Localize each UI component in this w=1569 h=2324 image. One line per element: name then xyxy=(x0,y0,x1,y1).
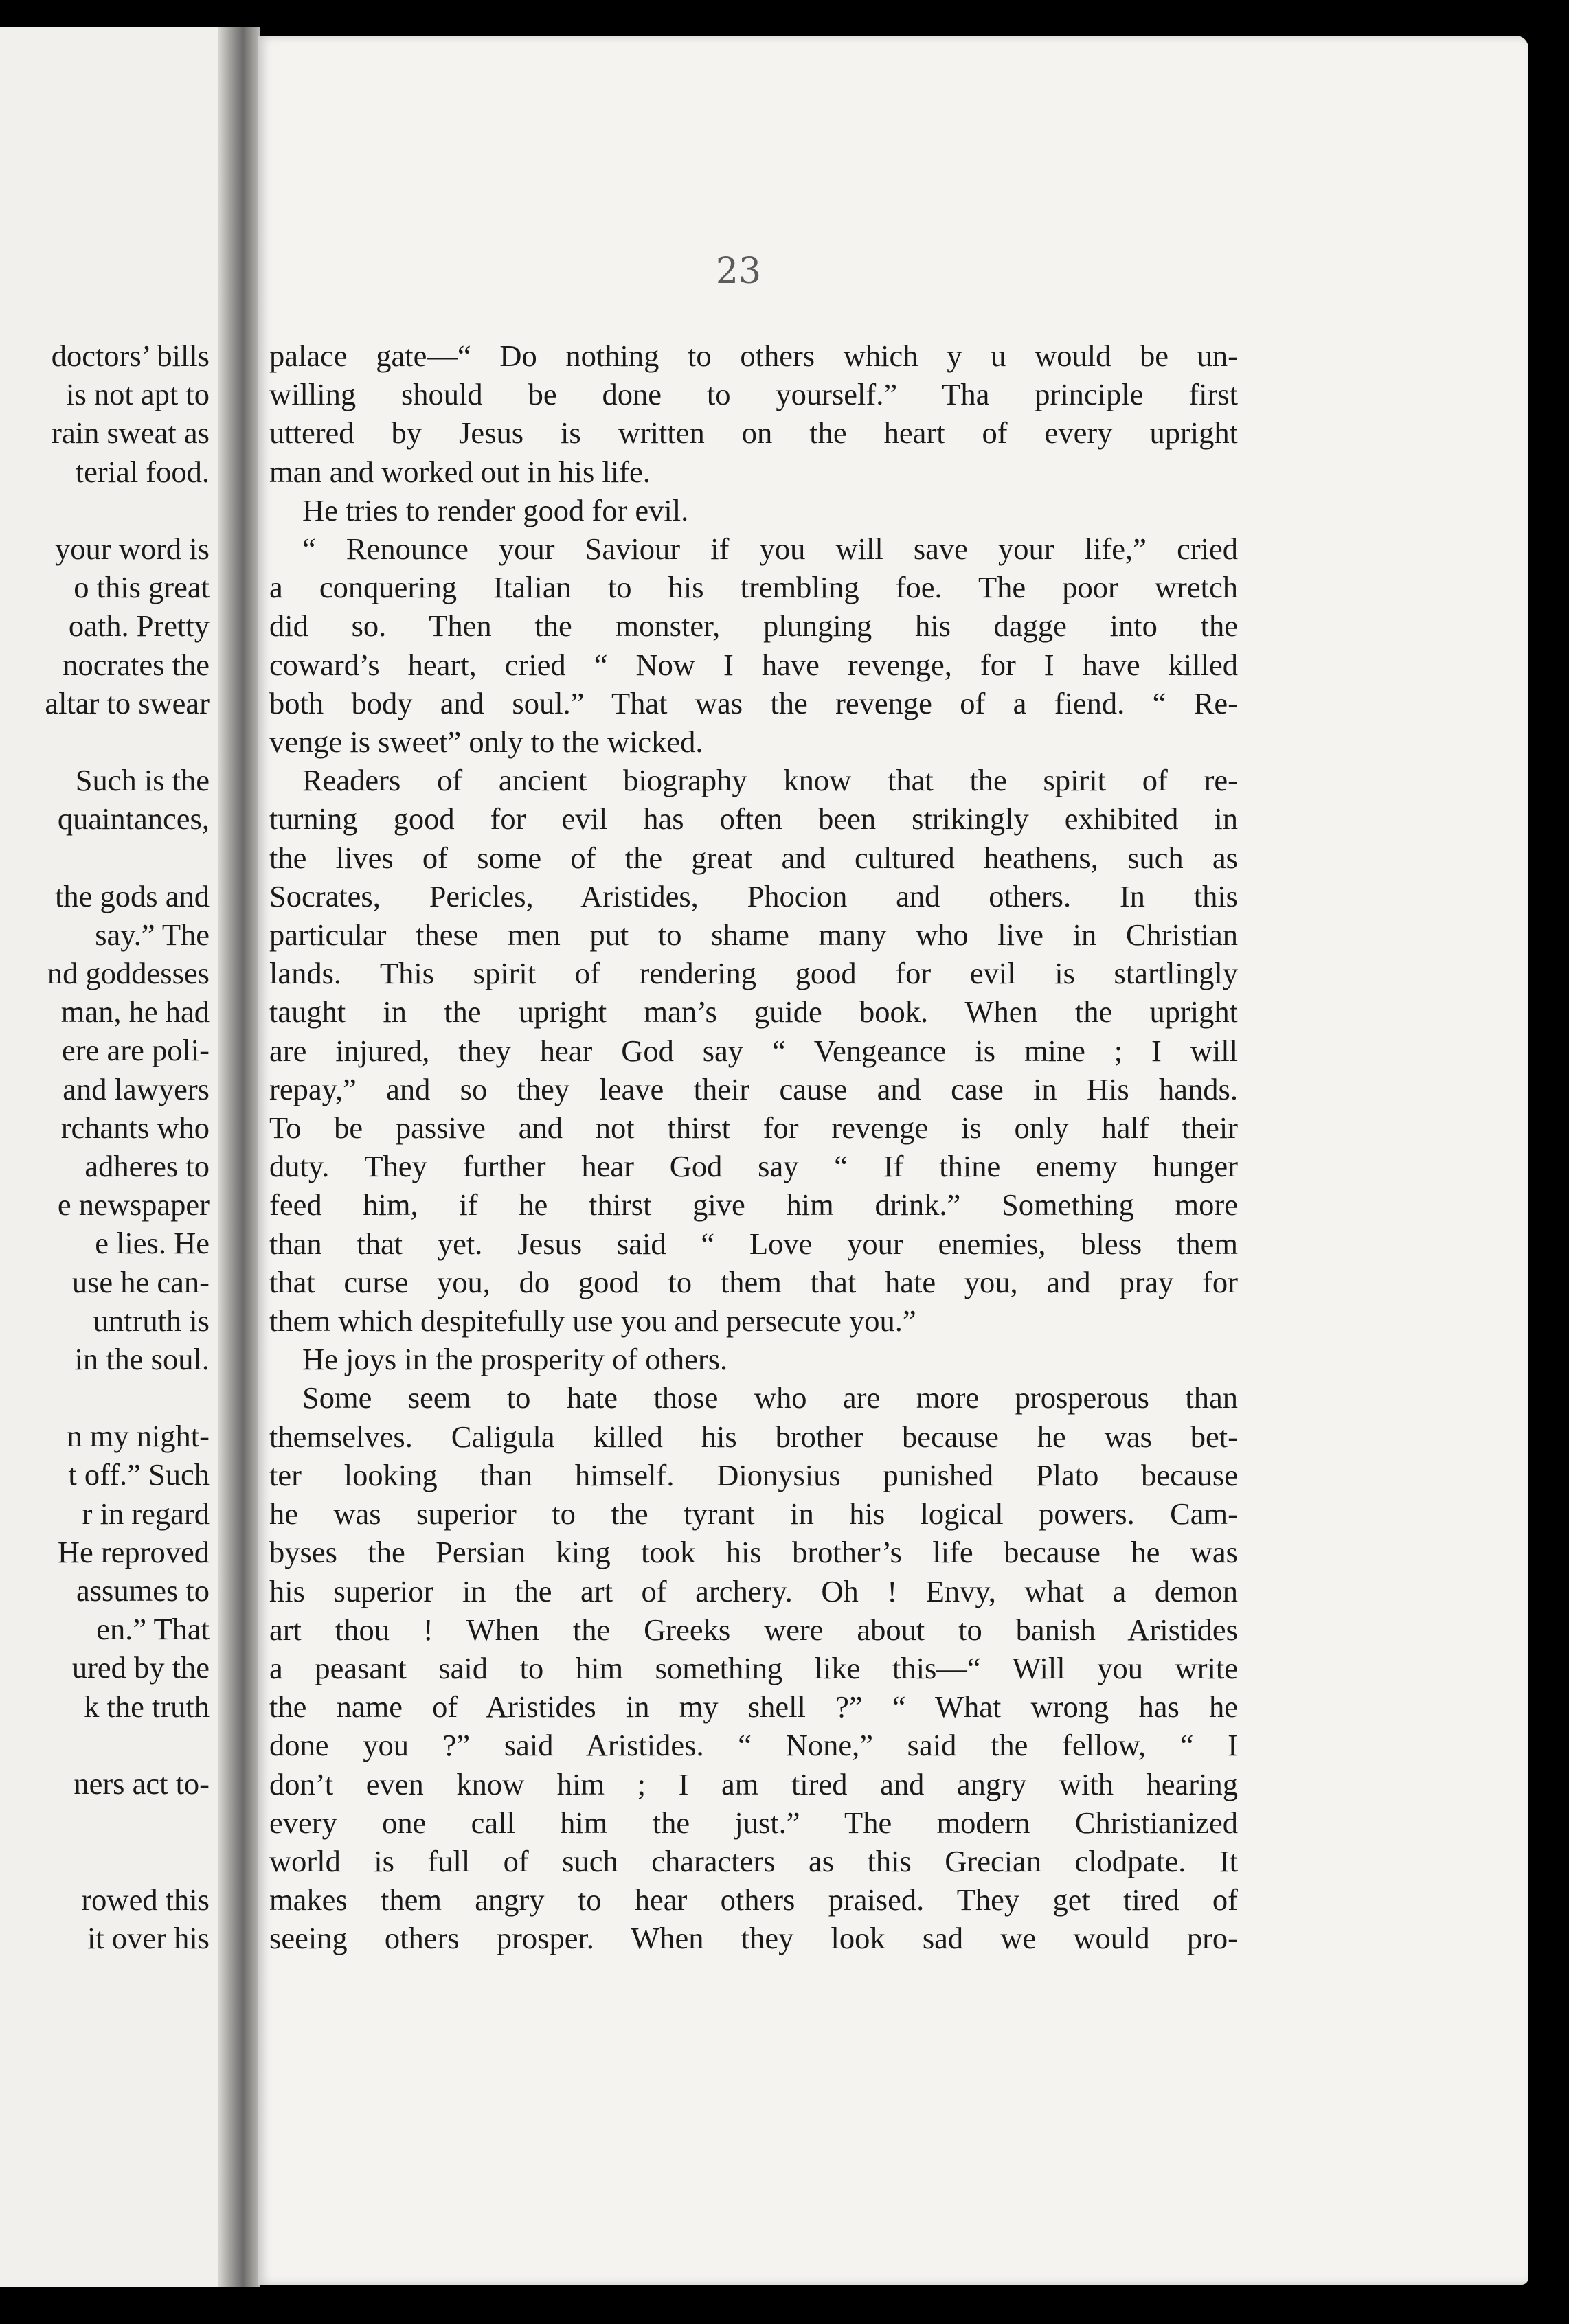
text-line: particular these men put to shame many who live in Christian xyxy=(269,918,1238,953)
text-line: feed him, if he thirst give him drink.” Something more xyxy=(269,1187,1238,1222)
previous-page-line: nd goddesses xyxy=(47,956,210,990)
previous-page-line xyxy=(0,491,210,529)
text-line: He tries to render good for evil. xyxy=(302,492,689,527)
text-line: seeing others prosper. When they look sad we would pro- xyxy=(269,1921,1238,1956)
text-line: coward’s heart, cried “ Now I have revenge, for I have killed xyxy=(269,647,1238,682)
previous-page-line: rchants who xyxy=(60,1110,210,1145)
previous-page-line: say.” The xyxy=(95,917,210,952)
text-line: are injured, they hear God say “ Vengeance is mine ; I will xyxy=(269,1033,1238,1068)
previous-page-line: n my night- xyxy=(67,1419,210,1454)
previous-page-line: Such is the xyxy=(75,763,210,798)
text-line: palace gate—“ Do nothing to others which y u would be un- xyxy=(269,339,1238,373)
text-line: a peasant said to him something like this—“ Will you write xyxy=(269,1650,1238,1685)
previous-page-line: k the truth xyxy=(84,1689,210,1724)
text-line: don’t even know him ; I am tired and angry with hearing xyxy=(269,1766,1238,1801)
page-body-text xyxy=(269,337,1238,1958)
text-line: Some seem to hate those who are more prosperous than xyxy=(302,1380,1238,1415)
page-number: 23 xyxy=(715,251,762,292)
text-line: them which despitefully use you and persecute you.” xyxy=(269,1303,916,1338)
text-line: themselves. Caligula killed his brother because he was bet- xyxy=(269,1419,1238,1454)
previous-page-line: man, he had xyxy=(60,994,210,1029)
text-line: his superior in the art of archery. Oh ! Envy, what a demon xyxy=(269,1573,1238,1608)
text-line: willing should be done to yourself.” Tha principle first xyxy=(269,377,1238,412)
text-line: duty. They further hear God say “ If thine enemy hunger xyxy=(269,1149,1238,1184)
text-line: world is full of such characters as this Grecian clodpate. It xyxy=(269,1843,1238,1878)
text-line: byses the Persian king took his brother’s life because he was xyxy=(269,1535,1238,1570)
text-line: he was superior to the tyrant in his logical powers. Cam- xyxy=(269,1496,1238,1531)
text-line: makes them angry to hear others praised. They get tired of xyxy=(269,1882,1238,1917)
previous-page-line: He reproved xyxy=(57,1534,210,1569)
text-line: ter looking than himself. Dionysius punished Plato because xyxy=(269,1457,1238,1492)
text-line: man and worked out in his life. xyxy=(269,454,651,489)
previous-page-line: ners act to- xyxy=(74,1766,210,1801)
text-line: repay,” and so they leave their cause and case in His hands. xyxy=(269,1071,1238,1106)
previous-page-line: it over his xyxy=(87,1920,210,1955)
previous-page-line: use he can- xyxy=(71,1264,210,1299)
text-line: art thou ! When the Greeks were about to banish Aristides xyxy=(269,1612,1238,1647)
previous-page-line: quaintances, xyxy=(57,801,210,836)
previous-page-line xyxy=(0,838,210,876)
text-line: Readers of ancient biography know that the spirit of re- xyxy=(302,763,1238,798)
previous-page-line: ere are poli- xyxy=(62,1033,210,1068)
text-line: To be passive and not thirst for revenge is only half their xyxy=(269,1110,1238,1146)
previous-page-line: doctors’ bills xyxy=(51,339,210,373)
previous-page-line xyxy=(0,1726,210,1764)
text-line: He joys in the prosperity of others. xyxy=(302,1342,728,1377)
text-line: turning good for evil has often been strikingly exhibited in xyxy=(269,801,1238,836)
previous-page-line: e lies. He xyxy=(95,1226,210,1261)
text-line: taught in the upright man’s guide book. When the upright xyxy=(269,994,1238,1029)
previous-page-line: en.” That xyxy=(96,1612,210,1647)
text-line: a conquering Italian to his trembling foe. The poor wretch xyxy=(269,570,1238,605)
previous-page-line: oath. Pretty xyxy=(68,608,210,643)
previous-page-line: in the soul. xyxy=(74,1341,210,1376)
previous-page-text xyxy=(0,337,210,1957)
text-line: that curse you, do good to them that hate you, and pray for xyxy=(269,1264,1238,1299)
text-line: lands. This spirit of rendering good for evil is startlingly xyxy=(269,956,1238,991)
text-line: done you ?” said Aristides. “ None,” said the fellow, “ I xyxy=(269,1728,1238,1763)
previous-page-line: altar to swear xyxy=(45,685,210,720)
previous-page-line: terial food. xyxy=(75,454,210,489)
previous-page-line: o this great xyxy=(74,570,210,605)
text-line: venge is sweet” only to the wicked. xyxy=(269,725,703,760)
text-line: did so. Then the monster, plunging his dagge into the xyxy=(269,608,1238,643)
previous-page-line: ured by the xyxy=(71,1650,210,1685)
previous-page-line: r in regard xyxy=(82,1496,210,1531)
previous-page-line xyxy=(0,1378,210,1417)
text-line: uttered by Jesus is written on the heart of every upright xyxy=(269,415,1238,451)
text-line: the lives of some of the great and cultured heathens, such as xyxy=(269,840,1238,875)
previous-page-line: is not apt to xyxy=(66,377,210,412)
text-line: the name of Aristides in my shell ?” “ What wrong has he xyxy=(269,1689,1238,1724)
book-gutter xyxy=(218,27,260,2287)
text-line: than that yet. Jesus said “ Love your enemies, bless them xyxy=(269,1226,1238,1261)
previous-page-line: adheres to xyxy=(84,1148,210,1183)
text-line: “ Renounce your Saviour if you will save your life,” cried xyxy=(302,532,1238,567)
previous-page-line xyxy=(0,722,210,761)
previous-page-line: untruth is xyxy=(93,1303,210,1338)
previous-page-line: assumes to xyxy=(76,1573,210,1608)
previous-page-line: rowed this xyxy=(81,1882,210,1917)
text-line: both body and soul.” That was the revenge of a fiend. “ Re- xyxy=(269,685,1238,720)
previous-page-line: rain sweat as xyxy=(52,415,210,451)
previous-page-line xyxy=(0,1841,210,1880)
text-line: every one call him the just.” The modern Christianized xyxy=(269,1805,1238,1840)
previous-page-line: nocrates the xyxy=(63,647,210,682)
previous-page-line xyxy=(0,1803,210,1841)
previous-page-line: e newspaper xyxy=(57,1187,210,1222)
previous-page-line: t off.” Such xyxy=(68,1457,210,1492)
previous-page-line: the gods and xyxy=(55,878,210,913)
previous-page-line: your word is xyxy=(55,531,210,566)
text-line: Socrates, Pericles, Aristides, Phocion and others. In this xyxy=(269,878,1238,913)
previous-page-line: and lawyers xyxy=(63,1071,210,1106)
